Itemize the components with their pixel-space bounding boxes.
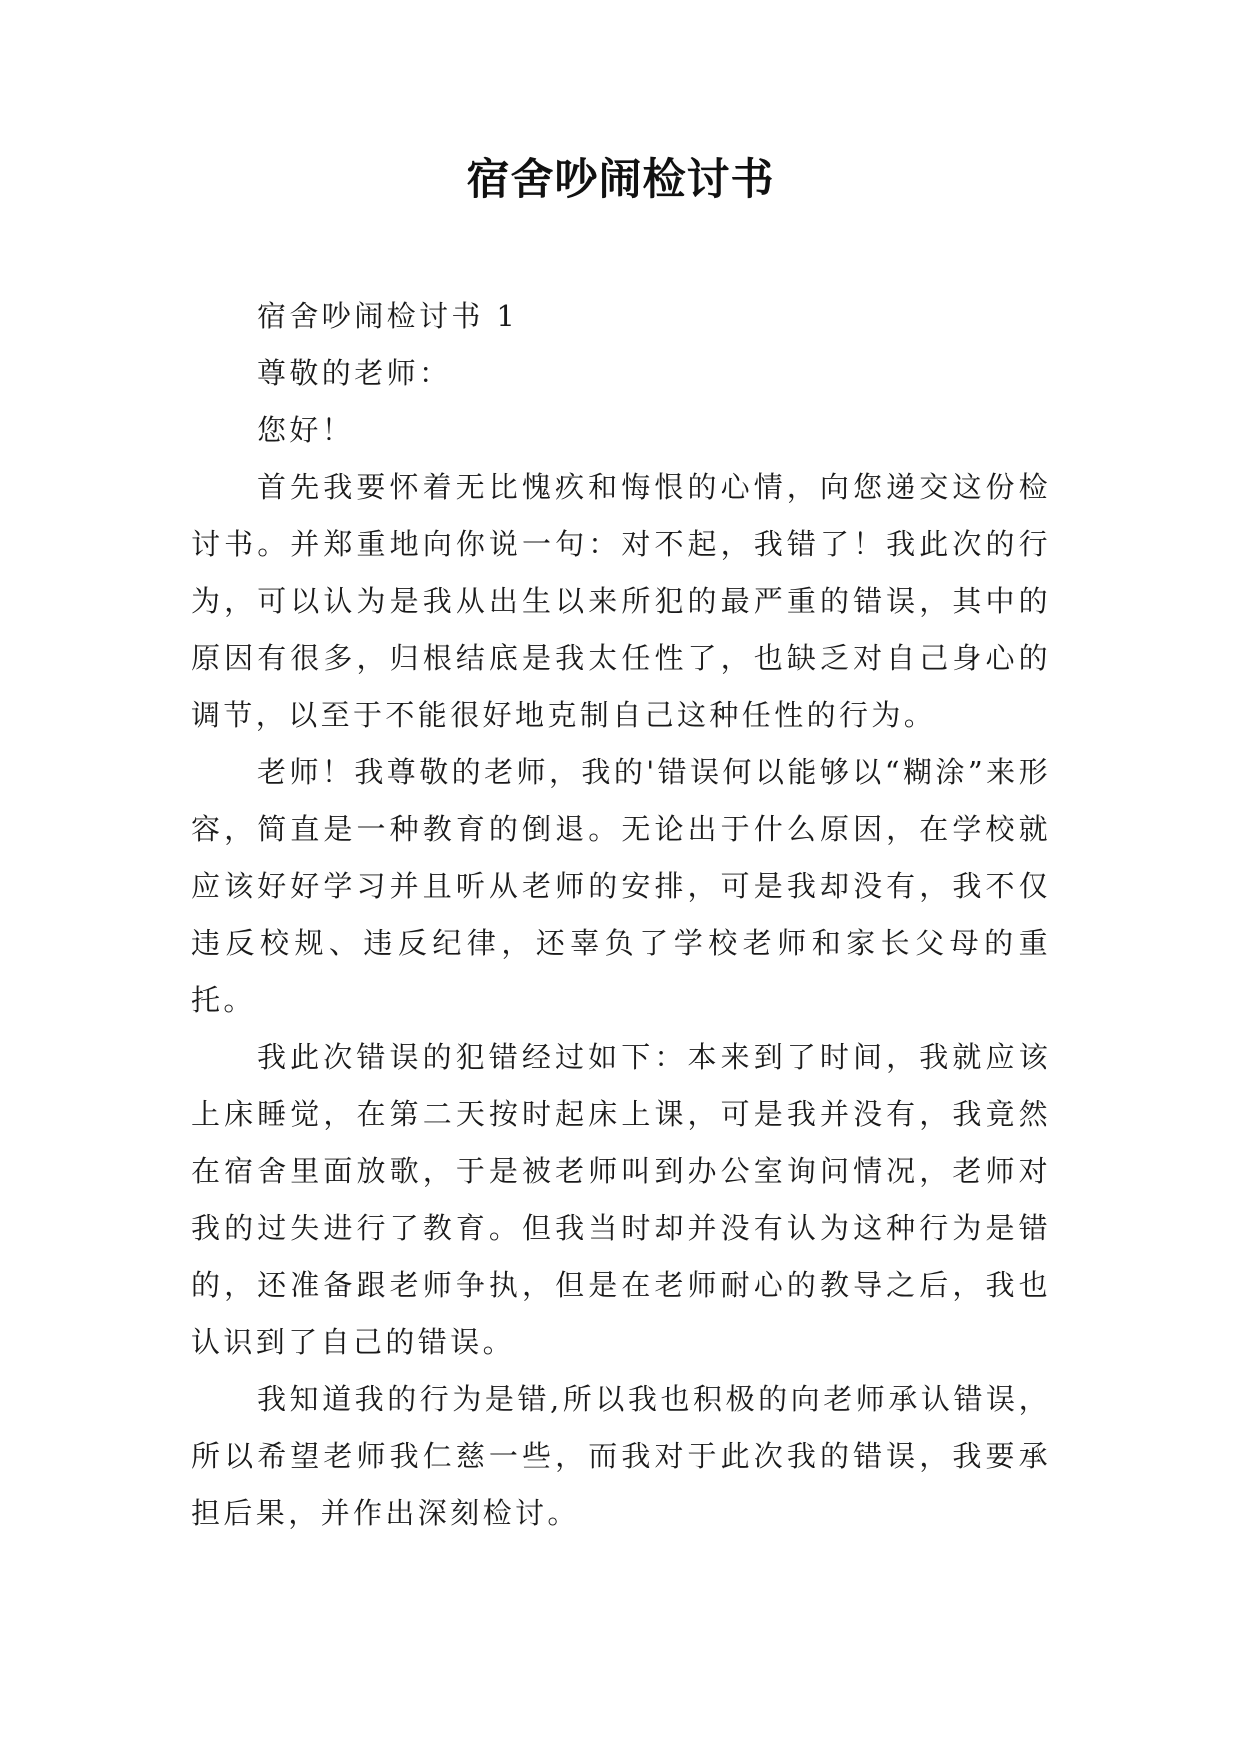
document-subtitle: 宿舍吵闹检讨书 1 <box>257 299 519 333</box>
document-title: 宿舍吵闹检讨书 <box>466 155 775 205</box>
paragraph-incident: 我此次错误的犯错经过如下：本来到了时间，我就应该上床睡觉，在第二天按时起床上课，可是我并没有，我竟然在宿舍里面放歌，于是被老师叫到办公室询问情况，老师对我的过失进行了教育。但我当时却并没有认为这种行为是错的，还准备跟老师争执，但是在老师耐心的教导之后，我也认识到了自己的错误。 <box>191 1040 1051 1359</box>
paragraph-apology: 首先我要怀着无比愧疚和悔恨的心情，向您递交这份检讨书。并郑重地向你说一句：对不起，我错了！我此次的行为，可以认为是我从出生以来所犯的最严重的错误，其中的原因有很多，归根结底是我太任性了，也缺乏对自己身心的调节，以至于不能很好地克制自己这种任性的行为。 <box>191 470 1051 732</box>
paragraph-reflection: 老师！我尊敬的老师，我的'错误何以能够以“糊涂”来形容，简直是一种教育的倒退。无论出于什么原因，在学校就应该好好学习并且听从老师的安排，可是我却没有，我不仅违反校规、违反纪律，还辜负了学校老师和家长父母的重托。 <box>191 755 1051 1017</box>
salutation: 尊敬的老师： <box>257 356 452 390</box>
document-body <box>191 288 1051 1542</box>
paragraph-commitment: 我知道我的行为是错,所以我也积极的向老师承认错误，所以希望老师我仁慈一些，而我对于此次我的错误，我要承担后果，并作出深刻检讨。 <box>191 1382 1051 1530</box>
greeting: 您好！ <box>257 413 355 447</box>
